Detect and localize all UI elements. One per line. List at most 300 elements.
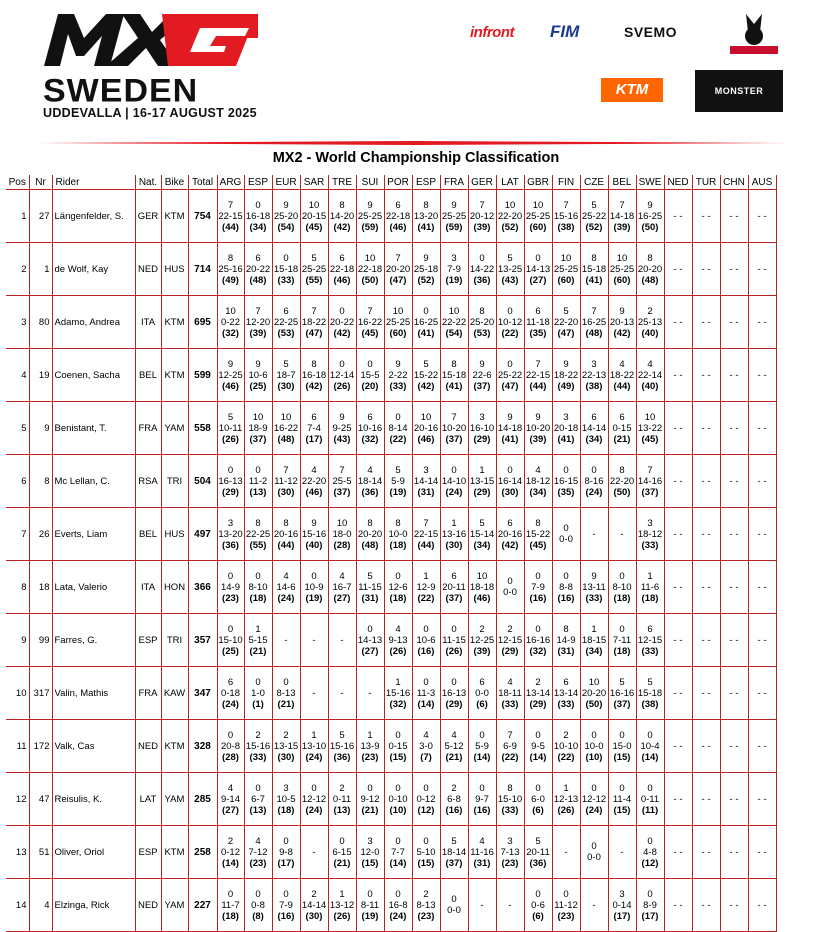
round-total: (37) bbox=[473, 380, 491, 392]
round-result-cell bbox=[328, 190, 356, 243]
round-result-cell bbox=[244, 508, 272, 561]
round-total: (13) bbox=[249, 486, 267, 498]
qualifying-points: 8 bbox=[255, 517, 261, 529]
table-row bbox=[6, 614, 776, 667]
heat-points: 14-9 bbox=[220, 581, 240, 593]
cell-bike: TRI bbox=[161, 614, 188, 667]
heat-points: 12-0 bbox=[360, 846, 380, 858]
heat-points: 13-15 bbox=[273, 740, 299, 752]
heat-points: 9-5 bbox=[531, 740, 545, 752]
qualifying-points: 3 bbox=[563, 411, 569, 423]
qualifying-points: 10 bbox=[560, 252, 572, 264]
cell-nr: 27 bbox=[29, 190, 52, 243]
round-total: (22) bbox=[417, 592, 435, 604]
round-result-cell bbox=[664, 614, 692, 667]
table-row bbox=[6, 879, 776, 932]
heat-points: 13-22 bbox=[637, 422, 663, 434]
round-total: (21) bbox=[249, 645, 267, 657]
column-header: POR bbox=[384, 175, 412, 190]
round-result-cell bbox=[608, 879, 636, 932]
heat-points: 14-9 bbox=[556, 634, 576, 646]
heat-points: 16-18 bbox=[245, 210, 271, 222]
round-total: (27) bbox=[333, 592, 351, 604]
round-total: (1) bbox=[252, 698, 264, 710]
heat-points: 18-7 bbox=[276, 369, 296, 381]
heat-points: 16-25 bbox=[413, 316, 439, 328]
column-header: CHN bbox=[720, 175, 748, 190]
round-result-cell bbox=[356, 879, 384, 932]
qualifying-points: 0 bbox=[339, 305, 345, 317]
round-result-cell bbox=[412, 508, 440, 561]
heat-points: 0-12 bbox=[416, 793, 436, 805]
round-total: (50) bbox=[361, 274, 379, 286]
qualifying-points: 0 bbox=[367, 623, 373, 635]
heat-points: 4-8 bbox=[643, 846, 657, 858]
heat-points: 25-18 bbox=[413, 263, 439, 275]
heat-points: 15-16 bbox=[329, 740, 355, 752]
qualifying-points: 0 bbox=[283, 835, 289, 847]
round-result-cell bbox=[552, 190, 580, 243]
round-result-cell bbox=[244, 667, 272, 720]
heat-points: 8-14 bbox=[388, 422, 408, 434]
heat-points: 16-25 bbox=[637, 210, 663, 222]
heat-points: 18-14 bbox=[441, 846, 467, 858]
qualifying-points: 1 bbox=[423, 570, 429, 582]
qualifying-points: 7 bbox=[451, 411, 457, 423]
round-total: (21) bbox=[361, 804, 379, 816]
round-result-cell bbox=[720, 349, 748, 402]
heat-points: 15-18 bbox=[637, 687, 663, 699]
qualifying-points: 7 bbox=[535, 358, 541, 370]
round-total: (18) bbox=[222, 910, 239, 922]
qualifying-points: 6 bbox=[451, 570, 457, 582]
round-result-cell bbox=[720, 243, 748, 296]
qualifying-points: 3 bbox=[451, 252, 457, 264]
heat-points: 15-18 bbox=[581, 263, 607, 275]
cell-pos: 9 bbox=[6, 614, 29, 667]
qualifying-points: 0 bbox=[227, 888, 234, 900]
qualifying-points: 0 bbox=[423, 676, 429, 688]
round-total: (46) bbox=[389, 221, 407, 233]
round-result-cell bbox=[356, 508, 384, 561]
round-total: (22) bbox=[501, 751, 519, 763]
round-result-cell bbox=[748, 667, 776, 720]
heat-points: 10-5 bbox=[276, 793, 296, 805]
round-total: (41) bbox=[445, 380, 463, 392]
heat-points: 12-20 bbox=[245, 316, 271, 328]
round-result-cell bbox=[524, 402, 552, 455]
round-result-cell bbox=[580, 402, 608, 455]
round-total: (19) bbox=[305, 592, 323, 604]
round-result-cell bbox=[664, 826, 692, 879]
round-result-cell bbox=[552, 773, 580, 826]
qualifying-points: 9 bbox=[647, 199, 653, 211]
cell-rider: Coenen, Sacha bbox=[52, 349, 135, 402]
no-result: - - bbox=[673, 422, 683, 434]
qualifying-points: 5 bbox=[535, 835, 541, 847]
round-total: (7) bbox=[420, 751, 432, 763]
round-total: (44) bbox=[613, 380, 631, 392]
heat-points: 16-7 bbox=[332, 581, 352, 593]
qualifying-points: 1 bbox=[339, 888, 345, 900]
no-result: - bbox=[284, 634, 288, 646]
no-result: - - bbox=[673, 634, 683, 646]
round-result-cell bbox=[496, 190, 524, 243]
heat-points: 3-0 bbox=[419, 740, 433, 752]
qualifying-points: 0 bbox=[535, 782, 541, 794]
qualifying-points: 0 bbox=[255, 676, 261, 688]
column-header: AUS bbox=[748, 175, 776, 190]
round-result-cell bbox=[412, 296, 440, 349]
round-result-cell bbox=[636, 614, 664, 667]
round-total: (29) bbox=[473, 433, 491, 445]
qualifying-points: 10 bbox=[644, 411, 656, 423]
round-result-cell bbox=[692, 296, 720, 349]
heat-points: 10-0 bbox=[584, 740, 604, 752]
no-result: - bbox=[340, 687, 344, 699]
round-result-cell bbox=[720, 561, 748, 614]
round-total: (45) bbox=[305, 221, 323, 233]
round-result-cell bbox=[356, 561, 384, 614]
cell-rider: Farres, G. bbox=[52, 614, 135, 667]
heat-points: 6-0 bbox=[531, 793, 545, 805]
no-result: - - bbox=[757, 210, 767, 222]
heat-points: 10-6 bbox=[416, 634, 436, 646]
qualifying-points: 6 bbox=[647, 623, 653, 635]
round-result-cell bbox=[748, 190, 776, 243]
round-total: (54) bbox=[277, 221, 295, 233]
round-result-cell bbox=[496, 561, 524, 614]
heat-points: 15-22 bbox=[413, 369, 439, 381]
round-result-cell bbox=[244, 296, 272, 349]
qualifying-points: 8 bbox=[311, 358, 317, 370]
qualifying-points: 4 bbox=[367, 464, 373, 476]
round-result-cell bbox=[468, 296, 496, 349]
no-result: - - bbox=[757, 899, 767, 911]
heat-points: 11-15 bbox=[358, 581, 382, 593]
round-total: (16) bbox=[473, 804, 491, 816]
round-total: (39) bbox=[473, 221, 491, 233]
column-header: GER bbox=[468, 175, 496, 190]
round-total: (40) bbox=[641, 327, 659, 339]
cell-nr: 9 bbox=[29, 402, 52, 455]
qualifying-points: 4 bbox=[619, 358, 625, 370]
qualifying-points: 8 bbox=[507, 782, 513, 794]
round-result-cell bbox=[608, 402, 636, 455]
round-result-cell bbox=[748, 243, 776, 296]
qualifying-points: 2 bbox=[507, 623, 513, 635]
cell-pos: 6 bbox=[6, 455, 29, 508]
round-total: (24) bbox=[277, 592, 295, 604]
heat-points: 5-9 bbox=[391, 475, 405, 487]
heat-points: 6-7 bbox=[251, 793, 265, 805]
round-result-cell bbox=[384, 879, 412, 932]
qualifying-points: 0 bbox=[227, 623, 234, 635]
round-total: (52) bbox=[501, 221, 519, 233]
round-total: (47) bbox=[557, 327, 575, 339]
heat-points: 11-6 bbox=[640, 581, 660, 593]
round-result-cell bbox=[608, 614, 636, 667]
round-result-cell bbox=[496, 614, 524, 667]
cell-pos: 7 bbox=[6, 508, 29, 561]
round-result-cell bbox=[580, 455, 608, 508]
qualifying-points: 5 bbox=[395, 464, 401, 476]
qualifying-points: 8 bbox=[451, 358, 457, 370]
round-result-cell bbox=[748, 826, 776, 879]
heat-points: 16-14 bbox=[497, 475, 523, 487]
round-total: (40) bbox=[305, 539, 323, 551]
round-total: (16) bbox=[557, 592, 575, 604]
qualifying-points: 0 bbox=[563, 888, 569, 900]
round-result-cell bbox=[524, 720, 552, 773]
round-total: (30) bbox=[277, 486, 295, 498]
round-result-cell bbox=[608, 190, 636, 243]
round-result-cell bbox=[384, 561, 412, 614]
no-result: - - bbox=[701, 210, 711, 222]
qualifying-points: 0 bbox=[535, 570, 541, 582]
round-total: (10) bbox=[389, 804, 407, 816]
round-total: (15) bbox=[361, 857, 379, 869]
round-total: (45) bbox=[361, 327, 379, 339]
round-total: (13) bbox=[333, 804, 351, 816]
round-result-cell bbox=[748, 296, 776, 349]
round-total: (60) bbox=[529, 221, 547, 233]
heat-points: 12-12 bbox=[581, 793, 607, 805]
round-total: (30) bbox=[277, 380, 295, 392]
round-total: (27) bbox=[361, 645, 379, 657]
qualifying-points: 4 bbox=[311, 464, 317, 476]
round-total: (46) bbox=[473, 592, 491, 604]
round-result-cell bbox=[468, 402, 496, 455]
heat-points: 16-8 bbox=[388, 899, 408, 911]
round-total: (14) bbox=[473, 751, 491, 763]
heat-points: 11-15 bbox=[442, 634, 466, 646]
no-result: - bbox=[620, 528, 624, 540]
round-result-cell bbox=[552, 720, 580, 773]
qualifying-points: 3 bbox=[647, 517, 653, 529]
round-result-cell bbox=[244, 773, 272, 826]
qualifying-points: 0 bbox=[591, 729, 597, 741]
no-result: - bbox=[312, 687, 316, 699]
round-result-cell bbox=[524, 826, 552, 879]
heat-points: 7-13 bbox=[500, 846, 520, 858]
round-total: (18) bbox=[641, 592, 659, 604]
heat-points: 11-7 bbox=[221, 899, 240, 911]
round-result-cell bbox=[412, 243, 440, 296]
round-result-cell bbox=[748, 773, 776, 826]
qualifying-points: 9 bbox=[535, 411, 541, 423]
round-result-cell bbox=[692, 667, 720, 720]
qualifying-points: 7 bbox=[227, 199, 234, 211]
heat-points: 22-20 bbox=[553, 316, 579, 328]
no-result: - - bbox=[673, 210, 683, 222]
no-result: - - bbox=[701, 687, 711, 699]
round-result-cell bbox=[244, 826, 272, 879]
column-header: GBR bbox=[524, 175, 552, 190]
cell-nr: 80 bbox=[29, 296, 52, 349]
no-result: - - bbox=[729, 634, 739, 646]
heat-points: 8-13 bbox=[416, 899, 436, 911]
round-result-cell bbox=[748, 455, 776, 508]
round-result-cell bbox=[412, 720, 440, 773]
round-result-cell bbox=[692, 561, 720, 614]
header-divider bbox=[40, 141, 790, 145]
no-result: - - bbox=[757, 581, 767, 593]
round-total: (33) bbox=[389, 380, 407, 392]
round-result-cell bbox=[580, 508, 608, 561]
round-result-cell bbox=[440, 296, 468, 349]
round-result-cell bbox=[664, 720, 692, 773]
column-header: NED bbox=[664, 175, 692, 190]
heat-points: 11-4 bbox=[612, 793, 632, 805]
round-total: (42) bbox=[417, 380, 435, 392]
heat-points: 22-20 bbox=[609, 475, 635, 487]
heat-points: 12-13 bbox=[553, 793, 579, 805]
round-result-cell bbox=[244, 243, 272, 296]
qualifying-points: 2 bbox=[423, 888, 429, 900]
round-result-cell bbox=[636, 296, 664, 349]
round-result-cell bbox=[244, 190, 272, 243]
qualifying-points: 5 bbox=[227, 411, 234, 423]
qualifying-points: 0 bbox=[367, 888, 373, 900]
round-result-cell bbox=[440, 826, 468, 879]
qualifying-points: 1 bbox=[395, 676, 401, 688]
heat-points: 10-10 bbox=[553, 740, 579, 752]
no-result: - - bbox=[701, 422, 711, 434]
heat-points: 7-9 bbox=[447, 263, 461, 275]
no-result: - - bbox=[673, 846, 683, 858]
cell-bike: KTM bbox=[161, 296, 188, 349]
heat-points: 22-20 bbox=[301, 475, 327, 487]
round-result-cell bbox=[300, 243, 328, 296]
round-total: (45) bbox=[641, 433, 659, 445]
heat-points: 25-16 bbox=[218, 263, 243, 275]
round-result-cell bbox=[272, 773, 300, 826]
round-result-cell bbox=[412, 349, 440, 402]
round-result-cell bbox=[412, 402, 440, 455]
no-result: - - bbox=[673, 528, 683, 540]
heat-points: 16-22 bbox=[357, 316, 383, 328]
round-result-cell bbox=[440, 614, 468, 667]
round-result-cell bbox=[748, 561, 776, 614]
round-result-cell bbox=[468, 349, 496, 402]
round-result-cell bbox=[272, 296, 300, 349]
qualifying-points: 0 bbox=[395, 729, 401, 741]
cell-rider: Mc Lellan, C. bbox=[52, 455, 135, 508]
cell-total: 714 bbox=[188, 243, 217, 296]
no-result: - bbox=[508, 899, 512, 911]
heat-points: 9-8 bbox=[279, 846, 293, 858]
round-result-cell bbox=[580, 614, 608, 667]
round-result-cell bbox=[524, 614, 552, 667]
heat-points: 7-7 bbox=[391, 846, 405, 858]
round-total: (26) bbox=[557, 804, 575, 816]
round-total: (36) bbox=[333, 751, 351, 763]
round-result-cell bbox=[300, 879, 328, 932]
round-result-cell bbox=[217, 773, 244, 826]
no-result: - - bbox=[757, 316, 767, 328]
qualifying-points: 1 bbox=[255, 623, 261, 635]
round-result-cell bbox=[272, 720, 300, 773]
heat-points: 14-16 bbox=[637, 475, 663, 487]
heat-points: 25-25 bbox=[301, 263, 327, 275]
qualifying-points: 4 bbox=[647, 358, 653, 370]
qualifying-points: 0 bbox=[423, 782, 429, 794]
round-result-cell bbox=[496, 826, 524, 879]
qualifying-points: 0 bbox=[423, 835, 429, 847]
round-result-cell bbox=[608, 667, 636, 720]
round-total: (53) bbox=[473, 327, 491, 339]
cell-bike: YAM bbox=[161, 402, 188, 455]
qualifying-points: 0 bbox=[339, 835, 345, 847]
round-total: (50) bbox=[613, 486, 631, 498]
round-result-cell bbox=[356, 720, 384, 773]
qualifying-points: 3 bbox=[227, 517, 234, 529]
round-result-cell bbox=[524, 667, 552, 720]
qualifying-points: 9 bbox=[619, 305, 625, 317]
qualifying-points: 5 bbox=[563, 305, 569, 317]
cell-bike: TRI bbox=[161, 455, 188, 508]
round-total: (16) bbox=[417, 645, 435, 657]
round-result-cell bbox=[328, 296, 356, 349]
qualifying-points: 7 bbox=[423, 517, 429, 529]
cell-bike: KTM bbox=[161, 826, 188, 879]
round-result-cell bbox=[217, 667, 244, 720]
cell-pos: 8 bbox=[6, 561, 29, 614]
qualifying-points: 3 bbox=[423, 464, 429, 476]
round-total: (25) bbox=[222, 645, 239, 657]
heat-points: 25-25 bbox=[385, 316, 411, 328]
round-result-cell bbox=[692, 455, 720, 508]
no-result: - - bbox=[701, 316, 711, 328]
table-row bbox=[6, 455, 776, 508]
qualifying-points: 0 bbox=[339, 358, 345, 370]
page-title: MX2 - World Championship Classification bbox=[272, 150, 560, 166]
round-total: (32) bbox=[361, 433, 379, 445]
cell-bike: KTM bbox=[161, 349, 188, 402]
round-result-cell bbox=[468, 508, 496, 561]
cell-total: 754 bbox=[188, 190, 217, 243]
cell-nr: 1 bbox=[29, 243, 52, 296]
heat-points: 15-10 bbox=[218, 634, 243, 646]
round-result-cell bbox=[300, 455, 328, 508]
round-total: (24) bbox=[585, 486, 603, 498]
qualifying-points: 0 bbox=[563, 570, 569, 582]
cell-nat: BEL bbox=[135, 508, 161, 561]
round-result-cell bbox=[664, 243, 692, 296]
column-header: Nr bbox=[29, 175, 52, 190]
round-result-cell bbox=[468, 773, 496, 826]
round-total: (34) bbox=[529, 486, 547, 498]
heat-points: 0-11 bbox=[640, 793, 660, 805]
heat-points: 25-13 bbox=[637, 316, 663, 328]
round-total: (39) bbox=[613, 221, 631, 233]
qualifying-points: 5 bbox=[591, 199, 597, 211]
round-total: (18) bbox=[389, 592, 407, 604]
column-header: Nat. bbox=[135, 175, 161, 190]
table-row bbox=[6, 296, 776, 349]
round-total: (41) bbox=[417, 327, 435, 339]
qualifying-points: 4 bbox=[535, 464, 541, 476]
heat-points: 14-18 bbox=[497, 422, 523, 434]
round-result-cell bbox=[580, 720, 608, 773]
round-total: (23) bbox=[361, 751, 379, 763]
qualifying-points: 0 bbox=[507, 576, 513, 587]
qualifying-points: 5 bbox=[367, 570, 373, 582]
no-result: - bbox=[592, 899, 596, 911]
round-result-cell bbox=[328, 667, 356, 720]
cell-total: 258 bbox=[188, 826, 217, 879]
